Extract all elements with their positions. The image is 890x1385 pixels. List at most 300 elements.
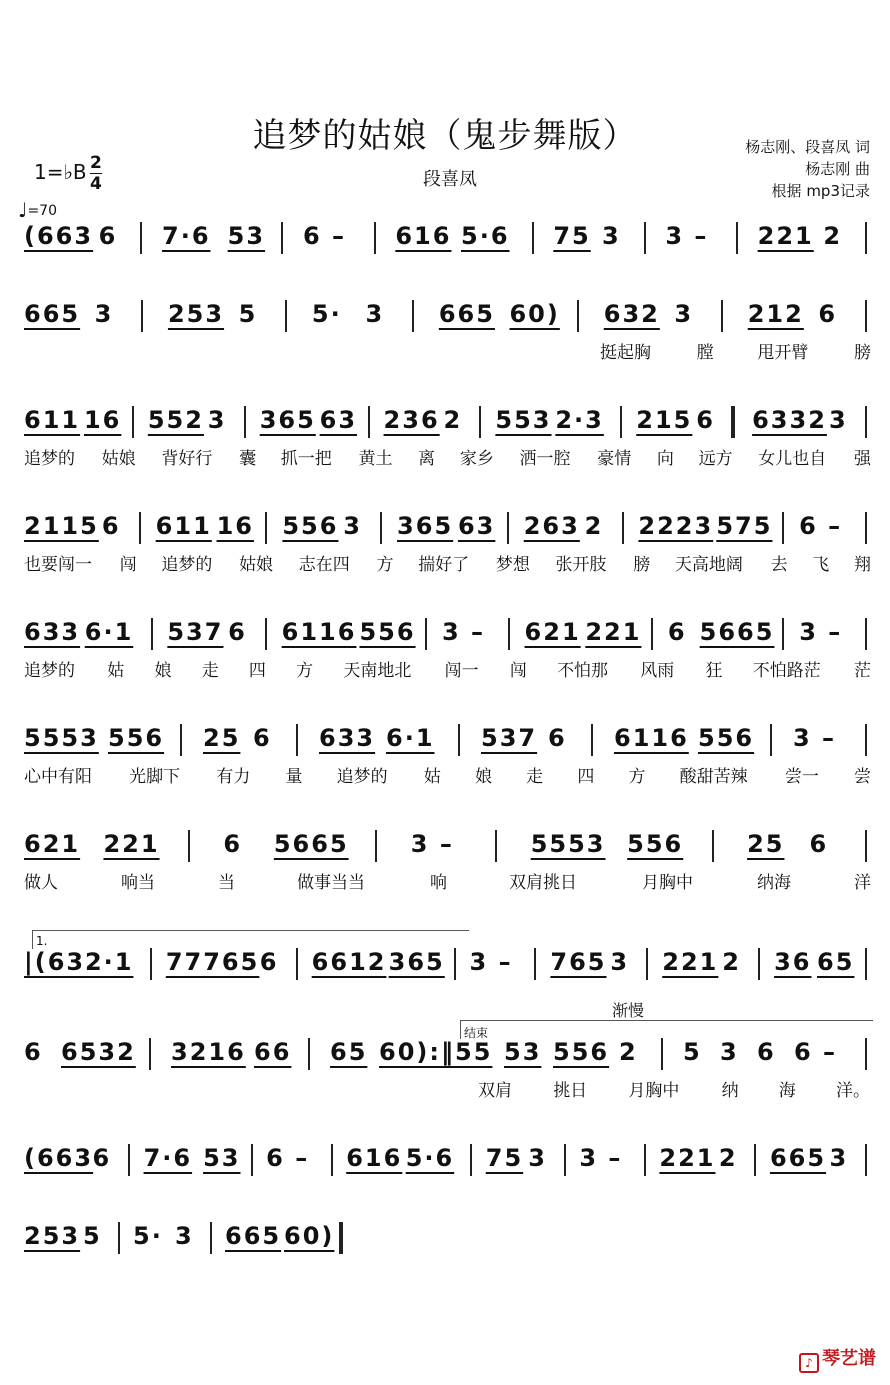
bar-line xyxy=(644,1144,646,1176)
lyric-syllable: 追梦的 xyxy=(161,555,213,575)
note-group: 611 xyxy=(24,406,81,434)
lyric-syllable: 囊 xyxy=(239,449,257,469)
note-group: 3 – xyxy=(579,1144,623,1172)
bar-line xyxy=(721,300,723,332)
bar-line xyxy=(265,512,267,544)
lyric-syllable: 揣好了 xyxy=(418,555,470,575)
bar-line xyxy=(141,300,143,332)
lyric-syllable: 光脚下 xyxy=(129,767,181,787)
note-group: 6 xyxy=(259,948,279,976)
double-bar-line xyxy=(339,1222,343,1254)
note-group: 53 xyxy=(504,1038,542,1066)
bar-line xyxy=(620,406,622,438)
notes-line xyxy=(0,222,890,262)
notes-line xyxy=(0,1038,890,1078)
note-group: 621 xyxy=(24,830,81,858)
lyric-syllable: 姑娘 xyxy=(101,449,136,469)
note-group: 53 xyxy=(227,222,266,250)
time-signature-top: 2 xyxy=(90,153,102,173)
bar-line xyxy=(865,1144,867,1176)
note-group: 60) xyxy=(284,1222,335,1250)
note-group: 3 – xyxy=(793,724,837,752)
lyric-syllable: 娘 xyxy=(475,767,492,787)
bar-line xyxy=(139,512,141,544)
bar-line xyxy=(865,618,867,650)
bar-line xyxy=(188,830,190,862)
note-group: 616 xyxy=(395,222,452,250)
note-group: 3 xyxy=(365,300,385,328)
lyric-syllable: 方 xyxy=(628,767,646,787)
lyric-syllable: 膛 xyxy=(696,343,714,363)
bar-line xyxy=(140,222,142,254)
lyric-syllable: 走 xyxy=(201,661,219,681)
note-group: 3 – xyxy=(410,830,454,858)
bar-line xyxy=(865,1038,867,1070)
end-bracket xyxy=(460,1020,873,1039)
lyric-syllable: 四 xyxy=(248,661,266,681)
lyric-syllable: 方 xyxy=(296,661,314,681)
note-group: 55 xyxy=(455,1038,493,1066)
note-group: 537 xyxy=(481,724,538,752)
note-group: 665 xyxy=(769,1144,827,1172)
note-group: 221 xyxy=(757,222,814,250)
note-group: 556 xyxy=(282,512,339,540)
note-group: 25 xyxy=(203,724,241,752)
logo-text: 琴艺谱 xyxy=(822,1348,876,1369)
note-group: 3 xyxy=(528,1144,547,1172)
lyric-syllable: 姑 xyxy=(423,767,441,787)
lyric-syllable: 狂 xyxy=(705,661,723,681)
lyric-syllable: 洋 xyxy=(854,873,871,893)
time-signature xyxy=(90,154,102,193)
bar-line xyxy=(244,406,246,438)
bar-line xyxy=(865,724,867,756)
bar-line xyxy=(782,618,784,650)
note-group: 66 xyxy=(254,1038,292,1066)
note-group: 5· xyxy=(133,1222,163,1250)
bar-line xyxy=(149,1038,151,1070)
note-group: 2 xyxy=(443,406,463,434)
lyric-syllable: 不怕路茫 xyxy=(752,661,821,681)
note-group: 5553 xyxy=(24,724,99,752)
note-group: 7·6 xyxy=(162,222,211,250)
note-group: 3 xyxy=(207,406,227,434)
note-group: 5665 xyxy=(273,830,349,858)
note-group: 3 – xyxy=(469,948,513,976)
bar-line xyxy=(651,618,653,650)
note-group: 25 xyxy=(747,830,785,858)
note-group: 3 xyxy=(602,222,621,250)
note-group: 6 – xyxy=(794,1038,838,1066)
notes-line xyxy=(0,1144,890,1184)
lyric-syllable: 量 xyxy=(285,767,303,787)
note-group: 6 xyxy=(253,724,272,752)
bar-line xyxy=(454,948,456,980)
tempo-value: =70 xyxy=(27,203,57,219)
lyric-syllable: 志在四 xyxy=(298,555,350,575)
note-group: 2 xyxy=(718,1144,738,1172)
bar-line xyxy=(865,948,867,980)
note-group: 5· xyxy=(311,300,342,328)
lyric-syllable: 膀 xyxy=(854,343,871,363)
lyric-syllable: 走 xyxy=(526,767,544,787)
bar-line xyxy=(374,222,376,254)
note-group: 63 xyxy=(319,406,358,434)
note-group: 3 xyxy=(94,300,114,328)
note-group: 6532 xyxy=(61,1038,136,1066)
bar-line xyxy=(380,512,382,544)
lyric-syllable: 梦想 xyxy=(495,555,530,575)
note-group: 665 xyxy=(438,300,495,328)
note-group: 5·6 xyxy=(461,222,510,250)
bar-line xyxy=(534,948,536,980)
bar-line xyxy=(151,618,153,650)
lyric-syllable: 做事当当 xyxy=(297,873,365,893)
note-group: 3 xyxy=(829,1144,849,1172)
bar-line xyxy=(285,300,287,332)
lyric-syllable: 心中有阳 xyxy=(24,767,92,787)
note-group: 633 xyxy=(24,618,81,646)
lyric-syllable: 挺起胸 xyxy=(600,343,651,363)
note-group: 3216 xyxy=(171,1038,246,1066)
note-group: 236 xyxy=(383,406,440,434)
note-group: 5 xyxy=(238,300,258,328)
note-group: 253 xyxy=(24,1222,81,1250)
note-group: 6 xyxy=(696,406,715,434)
note-group: 3 xyxy=(674,300,694,328)
note-group: 2 xyxy=(619,1038,638,1066)
lyric-syllable: 向 xyxy=(656,449,674,469)
notes-line xyxy=(0,724,890,764)
lyric-syllable: 背好行 xyxy=(161,449,213,469)
note-group: 75 xyxy=(485,1144,524,1172)
note-group: 5 xyxy=(83,1222,102,1250)
note-group: 3 xyxy=(343,512,362,540)
source-credit: 根据 mp3记录 xyxy=(771,182,870,200)
bar-line xyxy=(644,222,646,254)
lyric-syllable: 有力 xyxy=(216,767,251,787)
note-group: 556 xyxy=(627,830,684,858)
notes-line xyxy=(0,830,890,870)
bar-line xyxy=(754,1144,756,1176)
note-group: 6 xyxy=(101,512,121,540)
note-group: 616 xyxy=(346,1144,403,1172)
lyric-syllable: 姑 xyxy=(107,661,125,681)
note-group: 36 xyxy=(774,948,812,976)
bar-line xyxy=(251,1144,253,1176)
double-bar-line xyxy=(731,406,735,438)
bar-line xyxy=(118,1222,120,1254)
tempo-marking xyxy=(18,198,57,222)
bar-line xyxy=(375,830,377,862)
note-group: 765 xyxy=(550,948,607,976)
lyric-syllable: 响 xyxy=(430,873,447,893)
note-group: 6 – xyxy=(799,512,843,540)
lyric-syllable: 酸甜苦辣 xyxy=(679,767,748,787)
composer-credit: 杨志刚 曲 xyxy=(805,160,870,178)
note-group: 2223 xyxy=(638,512,714,540)
bar-line xyxy=(736,222,738,254)
note-group: 7·6 xyxy=(143,1144,193,1172)
note-group: 5553 xyxy=(530,830,606,858)
notes-line xyxy=(0,948,890,988)
note-group: 5·6 xyxy=(405,1144,455,1172)
lyric-syllable: 洒一腔 xyxy=(519,449,571,469)
note-group: 2·3 xyxy=(555,406,604,434)
note-group: 3 xyxy=(829,406,848,434)
bar-line xyxy=(564,1144,566,1176)
bar-line xyxy=(180,724,182,756)
bar-line xyxy=(331,1144,333,1176)
note-group: 6116 xyxy=(614,724,689,752)
bar-line xyxy=(865,406,867,438)
rit-marking: 渐慢 xyxy=(612,1001,645,1020)
note-group: 633 xyxy=(319,724,376,752)
note-group: 2 xyxy=(722,948,741,976)
bar-line xyxy=(782,512,784,544)
lyric-syllable: 做人 xyxy=(24,873,58,893)
lyric-syllable: 追梦的 xyxy=(24,661,75,681)
lyric-syllable: 强 xyxy=(854,449,871,469)
bar-line xyxy=(265,618,267,650)
notes-line xyxy=(0,1222,890,1262)
note-group: 3 – xyxy=(442,618,486,646)
note-group: 53 xyxy=(203,1144,241,1172)
note-group: (663 xyxy=(24,1144,94,1172)
bar-line xyxy=(865,830,867,862)
notes-line xyxy=(0,512,890,552)
song-title: 追梦的姑娘（鬼步舞版） xyxy=(252,116,638,156)
note-group: 6332 xyxy=(752,406,827,434)
note-group: 221 xyxy=(103,830,160,858)
note-group: 6 xyxy=(98,222,118,250)
note-group: 6612 xyxy=(311,948,387,976)
bar-line xyxy=(507,512,509,544)
note-group: 3 – xyxy=(799,618,843,646)
singer-name: 段喜凤 xyxy=(423,169,477,190)
note-group: (663 xyxy=(24,222,94,250)
note-group: 6 xyxy=(809,830,829,858)
note-group: 6 xyxy=(667,618,687,646)
note-group: 75 xyxy=(553,222,591,250)
note-group: 221 xyxy=(585,618,642,646)
note-group: 5 xyxy=(683,1038,702,1066)
note-group: 221 xyxy=(659,1144,716,1172)
note-group: 365 xyxy=(259,406,316,434)
lyric-syllable: 天高地阔 xyxy=(674,555,743,575)
lyric-syllable: 闯 xyxy=(509,661,527,681)
bar-line xyxy=(128,1144,130,1176)
note-group: 556 xyxy=(359,618,416,646)
site-logo xyxy=(799,1344,876,1373)
lyric-syllable: 月胸中 xyxy=(642,873,693,893)
time-signature-bottom: 4 xyxy=(90,174,102,194)
note-group: 60):‖ xyxy=(379,1038,455,1066)
bar-line xyxy=(712,830,714,862)
note-group: 65 xyxy=(817,948,855,976)
lyric-syllable: 纳 xyxy=(721,1081,739,1101)
note-group: 63 xyxy=(457,512,496,540)
lyric-syllable: 甩开臂 xyxy=(757,343,809,363)
lyric-syllable: 追梦的 xyxy=(24,449,75,469)
note-group: 6 xyxy=(818,300,838,328)
bar-line xyxy=(458,724,460,756)
note-group: 2115 xyxy=(24,512,99,540)
bar-line xyxy=(646,948,648,980)
note-group: 556 xyxy=(108,724,165,752)
lyric-syllable: 追梦的 xyxy=(336,767,388,787)
lyric-syllable: 张开肢 xyxy=(555,555,607,575)
notes-line xyxy=(0,406,890,446)
note-group: 6 xyxy=(548,724,567,752)
lyric-syllable: 娘 xyxy=(154,661,172,681)
note-group: 16 xyxy=(83,406,122,434)
lyric-syllable: 黄土 xyxy=(358,449,393,469)
note-group: 611 xyxy=(155,512,212,540)
note-group: 365 xyxy=(388,948,445,976)
bar-line xyxy=(296,724,298,756)
note-group: 621 xyxy=(524,618,581,646)
lyric-syllable: 茫 xyxy=(854,661,871,681)
note-group: 2·1 xyxy=(84,948,134,976)
lyric-syllable: 去 xyxy=(770,555,788,575)
bar-line xyxy=(412,300,414,332)
lyric-syllable: 天南地北 xyxy=(343,661,412,681)
bar-line xyxy=(865,512,867,544)
note-group: 6 xyxy=(24,1038,43,1066)
lyric-syllable: 远方 xyxy=(698,449,733,469)
note-group: 6 – xyxy=(266,1144,310,1172)
lyric-syllable: 尝 xyxy=(854,767,871,787)
bar-line xyxy=(308,1038,310,1070)
lyric-syllable: 闯 xyxy=(119,555,137,575)
note-group: 263 xyxy=(523,512,580,540)
note-group: 575 xyxy=(716,512,773,540)
lyric-syllable: 豪情 xyxy=(597,449,632,469)
note-group: 77765 xyxy=(165,948,260,976)
bar-line xyxy=(210,1222,212,1254)
lyric-syllable: 闯一 xyxy=(444,661,479,681)
bar-line xyxy=(865,222,867,254)
lyric-syllable: 风雨 xyxy=(640,661,675,681)
lyric-syllable: 洋。 xyxy=(836,1081,870,1101)
lyric-syllable: 翔 xyxy=(854,555,871,575)
note-group: 2 xyxy=(584,512,604,540)
bar-line xyxy=(758,948,760,980)
bar-line xyxy=(425,618,427,650)
lyric-syllable: 离 xyxy=(418,449,436,469)
note-group: 6 xyxy=(92,1144,112,1172)
lyric-syllable: 也要闯一 xyxy=(24,555,92,575)
note-group: 537 xyxy=(167,618,224,646)
bar-line xyxy=(577,300,579,332)
logo-icon: ♪ xyxy=(799,1353,819,1373)
note-group: 3 xyxy=(720,1038,739,1066)
note-group: 556 xyxy=(553,1038,610,1066)
lyric-syllable: 挑日 xyxy=(553,1081,588,1101)
note-group: 221 xyxy=(662,948,719,976)
bar-line xyxy=(622,512,624,544)
note-group: 2 xyxy=(823,222,843,250)
bar-line xyxy=(661,1038,663,1070)
note-group: 6 xyxy=(228,618,247,646)
lyric-syllable: 女儿也自 xyxy=(758,449,827,469)
lyric-syllable: 姑娘 xyxy=(239,555,274,575)
lyric-syllable: 月胸中 xyxy=(628,1081,680,1101)
note-group: 65 xyxy=(330,1038,368,1066)
bar-line xyxy=(532,222,534,254)
lyric-syllable: 双肩 xyxy=(478,1081,512,1101)
note-group: 365 xyxy=(397,512,454,540)
volta-bracket xyxy=(32,930,469,949)
note-group: 6 – xyxy=(303,222,347,250)
key-signature: 1=♭B xyxy=(34,160,87,184)
bar-line xyxy=(770,724,772,756)
lyric-syllable: 海 xyxy=(778,1081,796,1101)
bar-line xyxy=(591,724,593,756)
note-group: 5665 xyxy=(699,618,775,646)
bar-line xyxy=(150,948,152,980)
lyric-syllable: 抓一把 xyxy=(280,449,332,469)
note-group: 556 xyxy=(698,724,755,752)
note-group: 632 xyxy=(603,300,660,328)
note-group: 6·1 xyxy=(386,724,435,752)
note-group: 6116 xyxy=(281,618,357,646)
lyric-syllable: 响当 xyxy=(121,873,155,893)
note-group: 16 xyxy=(216,512,254,540)
bar-line xyxy=(470,1144,472,1176)
notes-line xyxy=(0,618,890,658)
note-group: 6 xyxy=(223,830,243,858)
lyric-syllable: 不怕那 xyxy=(557,661,609,681)
note-group: 665 xyxy=(225,1222,282,1250)
note-group: 3 – xyxy=(665,222,709,250)
lyric-syllable: 飞 xyxy=(812,555,830,575)
bar-line xyxy=(296,948,298,980)
note-group: 3 xyxy=(175,1222,194,1250)
note-group: 215 xyxy=(636,406,693,434)
note-group: 665 xyxy=(24,300,81,328)
lyric-syllable: 纳海 xyxy=(757,873,791,893)
bar-line xyxy=(281,222,283,254)
note-group: 3 xyxy=(610,948,630,976)
note-group: 60) xyxy=(509,300,560,328)
note-group: 212 xyxy=(747,300,804,328)
quarter-note-icon: ♩ xyxy=(18,198,28,222)
lyricist-credit: 杨志刚、段喜凤 词 xyxy=(745,138,870,156)
bar-line xyxy=(495,830,497,862)
end-marker: 结束 xyxy=(464,1026,489,1040)
note-group: 6 xyxy=(757,1038,776,1066)
lyric-syllable: 双肩挑日 xyxy=(509,873,577,893)
note-group: 553 xyxy=(495,406,552,434)
bar-line xyxy=(368,406,370,438)
volta-marker: 1. xyxy=(36,934,48,948)
note-group: |(63 xyxy=(24,948,86,976)
notes-line xyxy=(0,300,890,340)
lyric-syllable: 膀 xyxy=(633,555,651,575)
lyric-syllable: 尝一 xyxy=(784,767,819,787)
bar-line xyxy=(865,300,867,332)
note-group: 253 xyxy=(167,300,225,328)
bar-line xyxy=(132,406,134,438)
lyric-syllable: 家乡 xyxy=(459,449,494,469)
note-group: 6·1 xyxy=(84,618,134,646)
lyric-syllable: 四 xyxy=(577,767,595,787)
lyric-syllable: 当 xyxy=(218,873,235,893)
lyric-syllable: 方 xyxy=(376,555,394,575)
bar-line xyxy=(479,406,481,438)
